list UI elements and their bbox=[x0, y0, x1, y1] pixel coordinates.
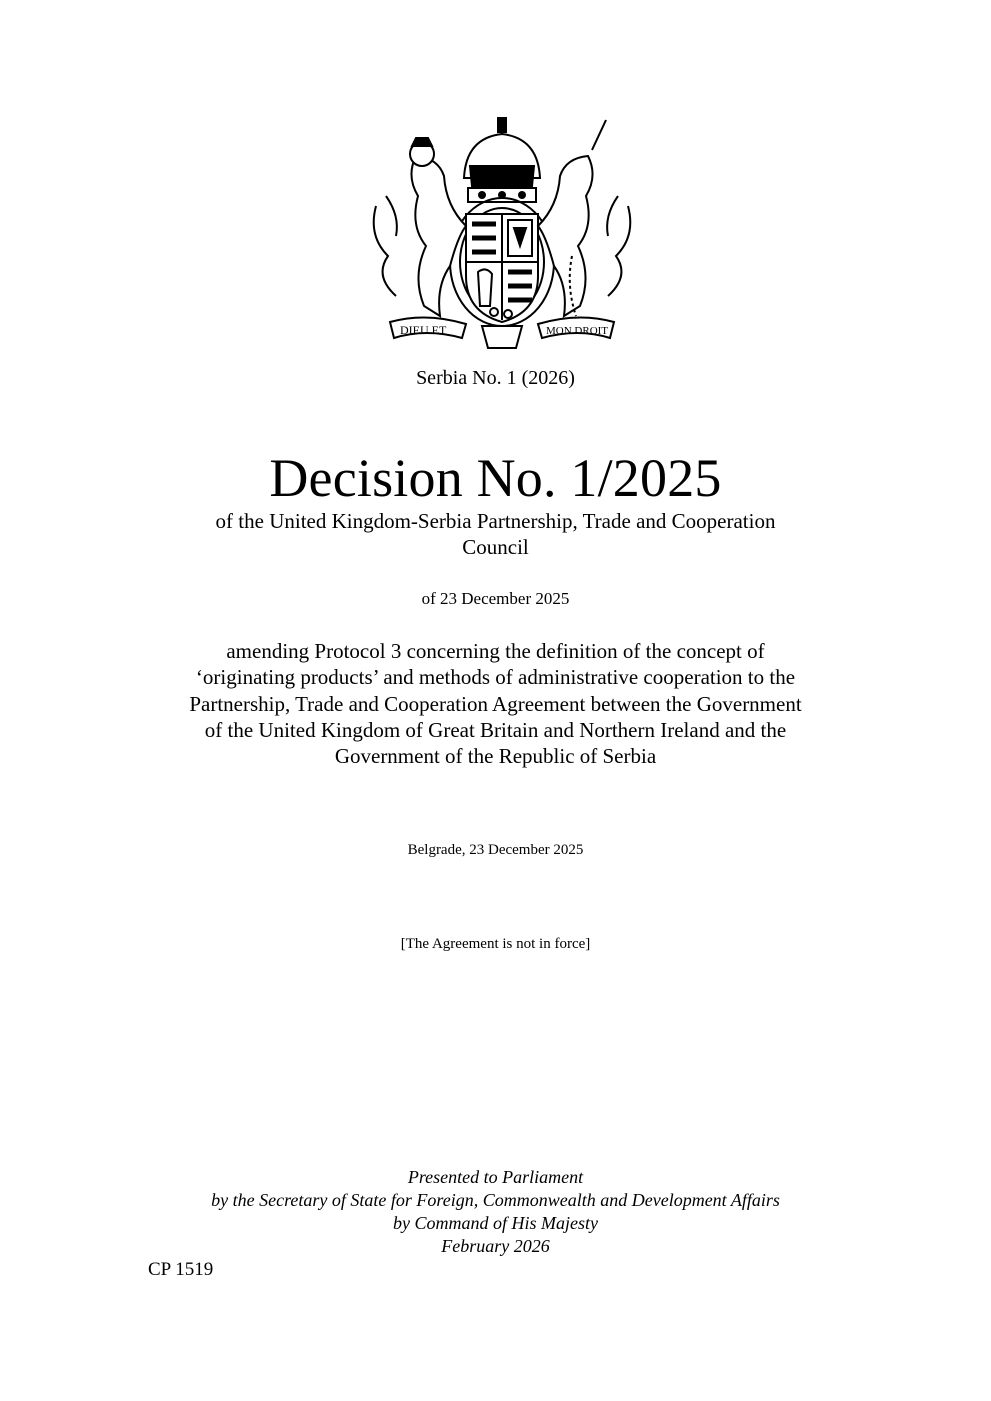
svg-text:MON DROIT: MON DROIT bbox=[546, 325, 609, 337]
amendment-line: Partnership, Trade and Cooperation Agreement between the Government bbox=[189, 691, 802, 716]
royal-coat-of-arms-icon bbox=[366, 116, 638, 352]
presentation-line: by Command of His Majesty bbox=[393, 1213, 598, 1233]
amendment-line: ‘originating products’ and methods of administrative cooperation to the bbox=[195, 665, 796, 690]
presentation-statement bbox=[0, 1166, 991, 1258]
amendment-description bbox=[0, 638, 991, 769]
svg-text:DIEU ET: DIEU ET bbox=[400, 323, 447, 337]
command-paper-number: CP 1519 bbox=[148, 1259, 214, 1280]
presentation-line: by the Secretary of State for Foreign, Commonwealth and Development Affairs bbox=[211, 1190, 780, 1210]
force-status-note: [The Agreement is not in force] bbox=[400, 936, 591, 952]
document-title: Decision No. 1/2025 bbox=[269, 448, 722, 508]
place-and-date: Belgrade, 23 December 2025 bbox=[407, 842, 584, 858]
decision-date: of 23 December 2025 bbox=[421, 589, 570, 608]
amendment-line: Government of the Republic of Serbia bbox=[334, 744, 657, 769]
presentation-line: February 2026 bbox=[441, 1236, 550, 1256]
amendment-line: of the United Kingdom of Great Britain and Northern Ireland and the bbox=[204, 717, 787, 742]
subtitle-line: Council bbox=[462, 535, 529, 559]
amendment-line: amending Protocol 3 concerning the definition of the concept of bbox=[226, 639, 765, 663]
subtitle-line: of the United Kingdom-Serbia Partnership, Trade and Cooperation bbox=[215, 509, 776, 533]
series-number: Serbia No. 1 (2026) bbox=[416, 367, 575, 389]
council-subtitle bbox=[0, 508, 991, 560]
presentation-line: Presented to Parliament bbox=[407, 1167, 584, 1187]
